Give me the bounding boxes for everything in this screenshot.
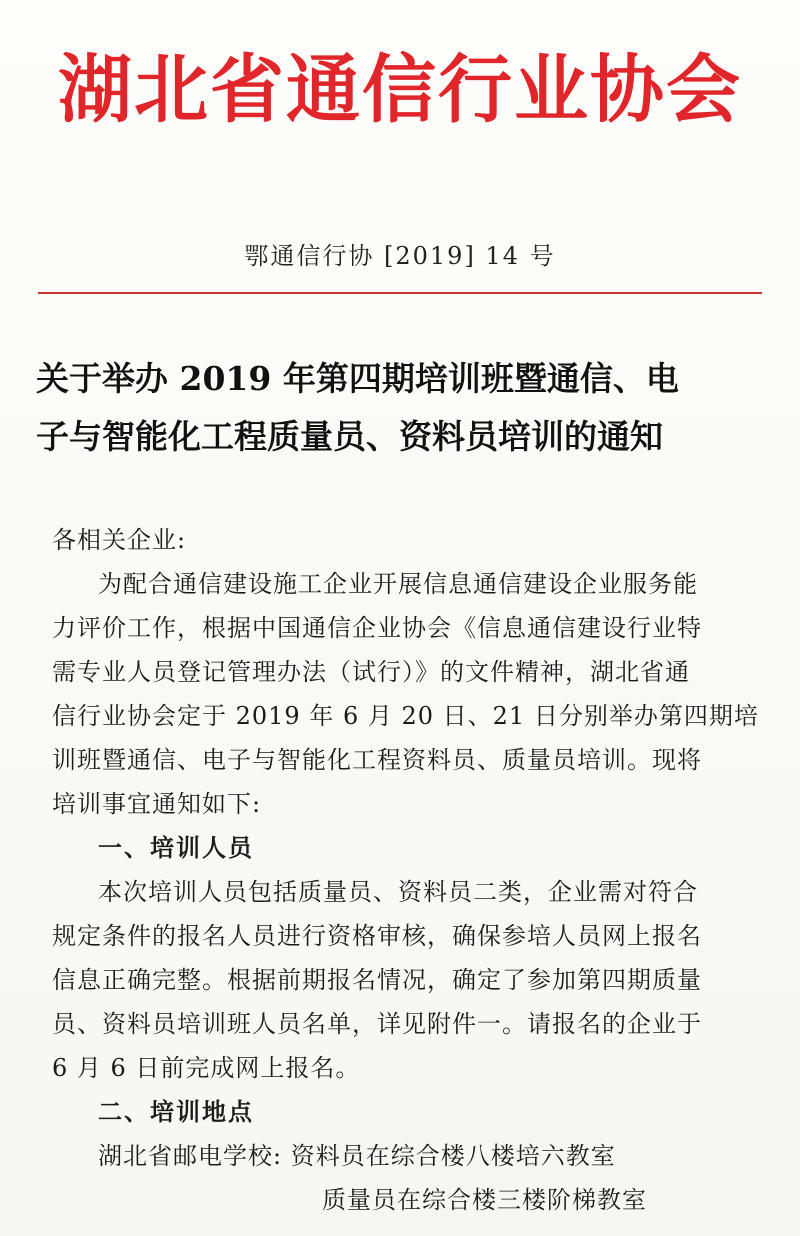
- document-title: [36, 350, 776, 466]
- paragraph-line: 训班暨通信、电子与智能化工程资料员、质量员培训。现将: [52, 746, 702, 774]
- title-line: 关于举办 2019 年第四期培训班暨通信、电: [36, 359, 679, 398]
- paragraph-line: 需专业人员登记管理办法（试行）》的文件精神，湖北省通: [52, 658, 690, 686]
- section-heading-location: 二、培训地点: [98, 1098, 254, 1126]
- paragraph-line: 力评价工作，根据中国通信企业协会《信息通信建设行业特: [52, 614, 702, 642]
- title-line: 子与智能化工程质量员、资料员培训的通知: [36, 417, 663, 456]
- paragraph-line: 信息正确完整。根据前期报名情况，确定了参加第四期质量: [52, 966, 702, 994]
- paragraph-line: 培训事宜通知如下:: [52, 790, 262, 818]
- venue-line: 湖北省邮电学校: 资料员在综合楼八楼培六教室: [98, 1142, 616, 1170]
- document-body: [52, 518, 768, 1222]
- paragraph-line: 6 月 6 日前完成网上报名。: [52, 1054, 361, 1082]
- document-number: 鄂通信行协 [2019] 14 号: [244, 242, 556, 270]
- salutation: 各相关企业:: [52, 526, 187, 554]
- red-divider: [38, 292, 762, 294]
- org-letterhead: 湖北省通信行业协会: [58, 47, 742, 133]
- venue-line: 质量员在综合楼三楼阶梯教室: [322, 1186, 647, 1214]
- paragraph-line: 员、资料员培训班人员名单，详见附件一。请报名的企业于: [52, 1010, 702, 1038]
- paragraph-line: 为配合通信建设施工企业开展信息通信建设企业服务能: [98, 570, 698, 598]
- section-heading-personnel: 一、培训人员: [98, 834, 254, 862]
- paragraph-line: 规定条件的报名人员进行资格审核，确保参培人员网上报名: [52, 922, 702, 950]
- paragraph-line: 本次培训人员包括质量员、资料员二类，企业需对符合: [98, 878, 698, 906]
- paragraph-line: 信行业协会定于 2019 年 6 月 20 日、21 日分别举办第四期培: [52, 702, 759, 730]
